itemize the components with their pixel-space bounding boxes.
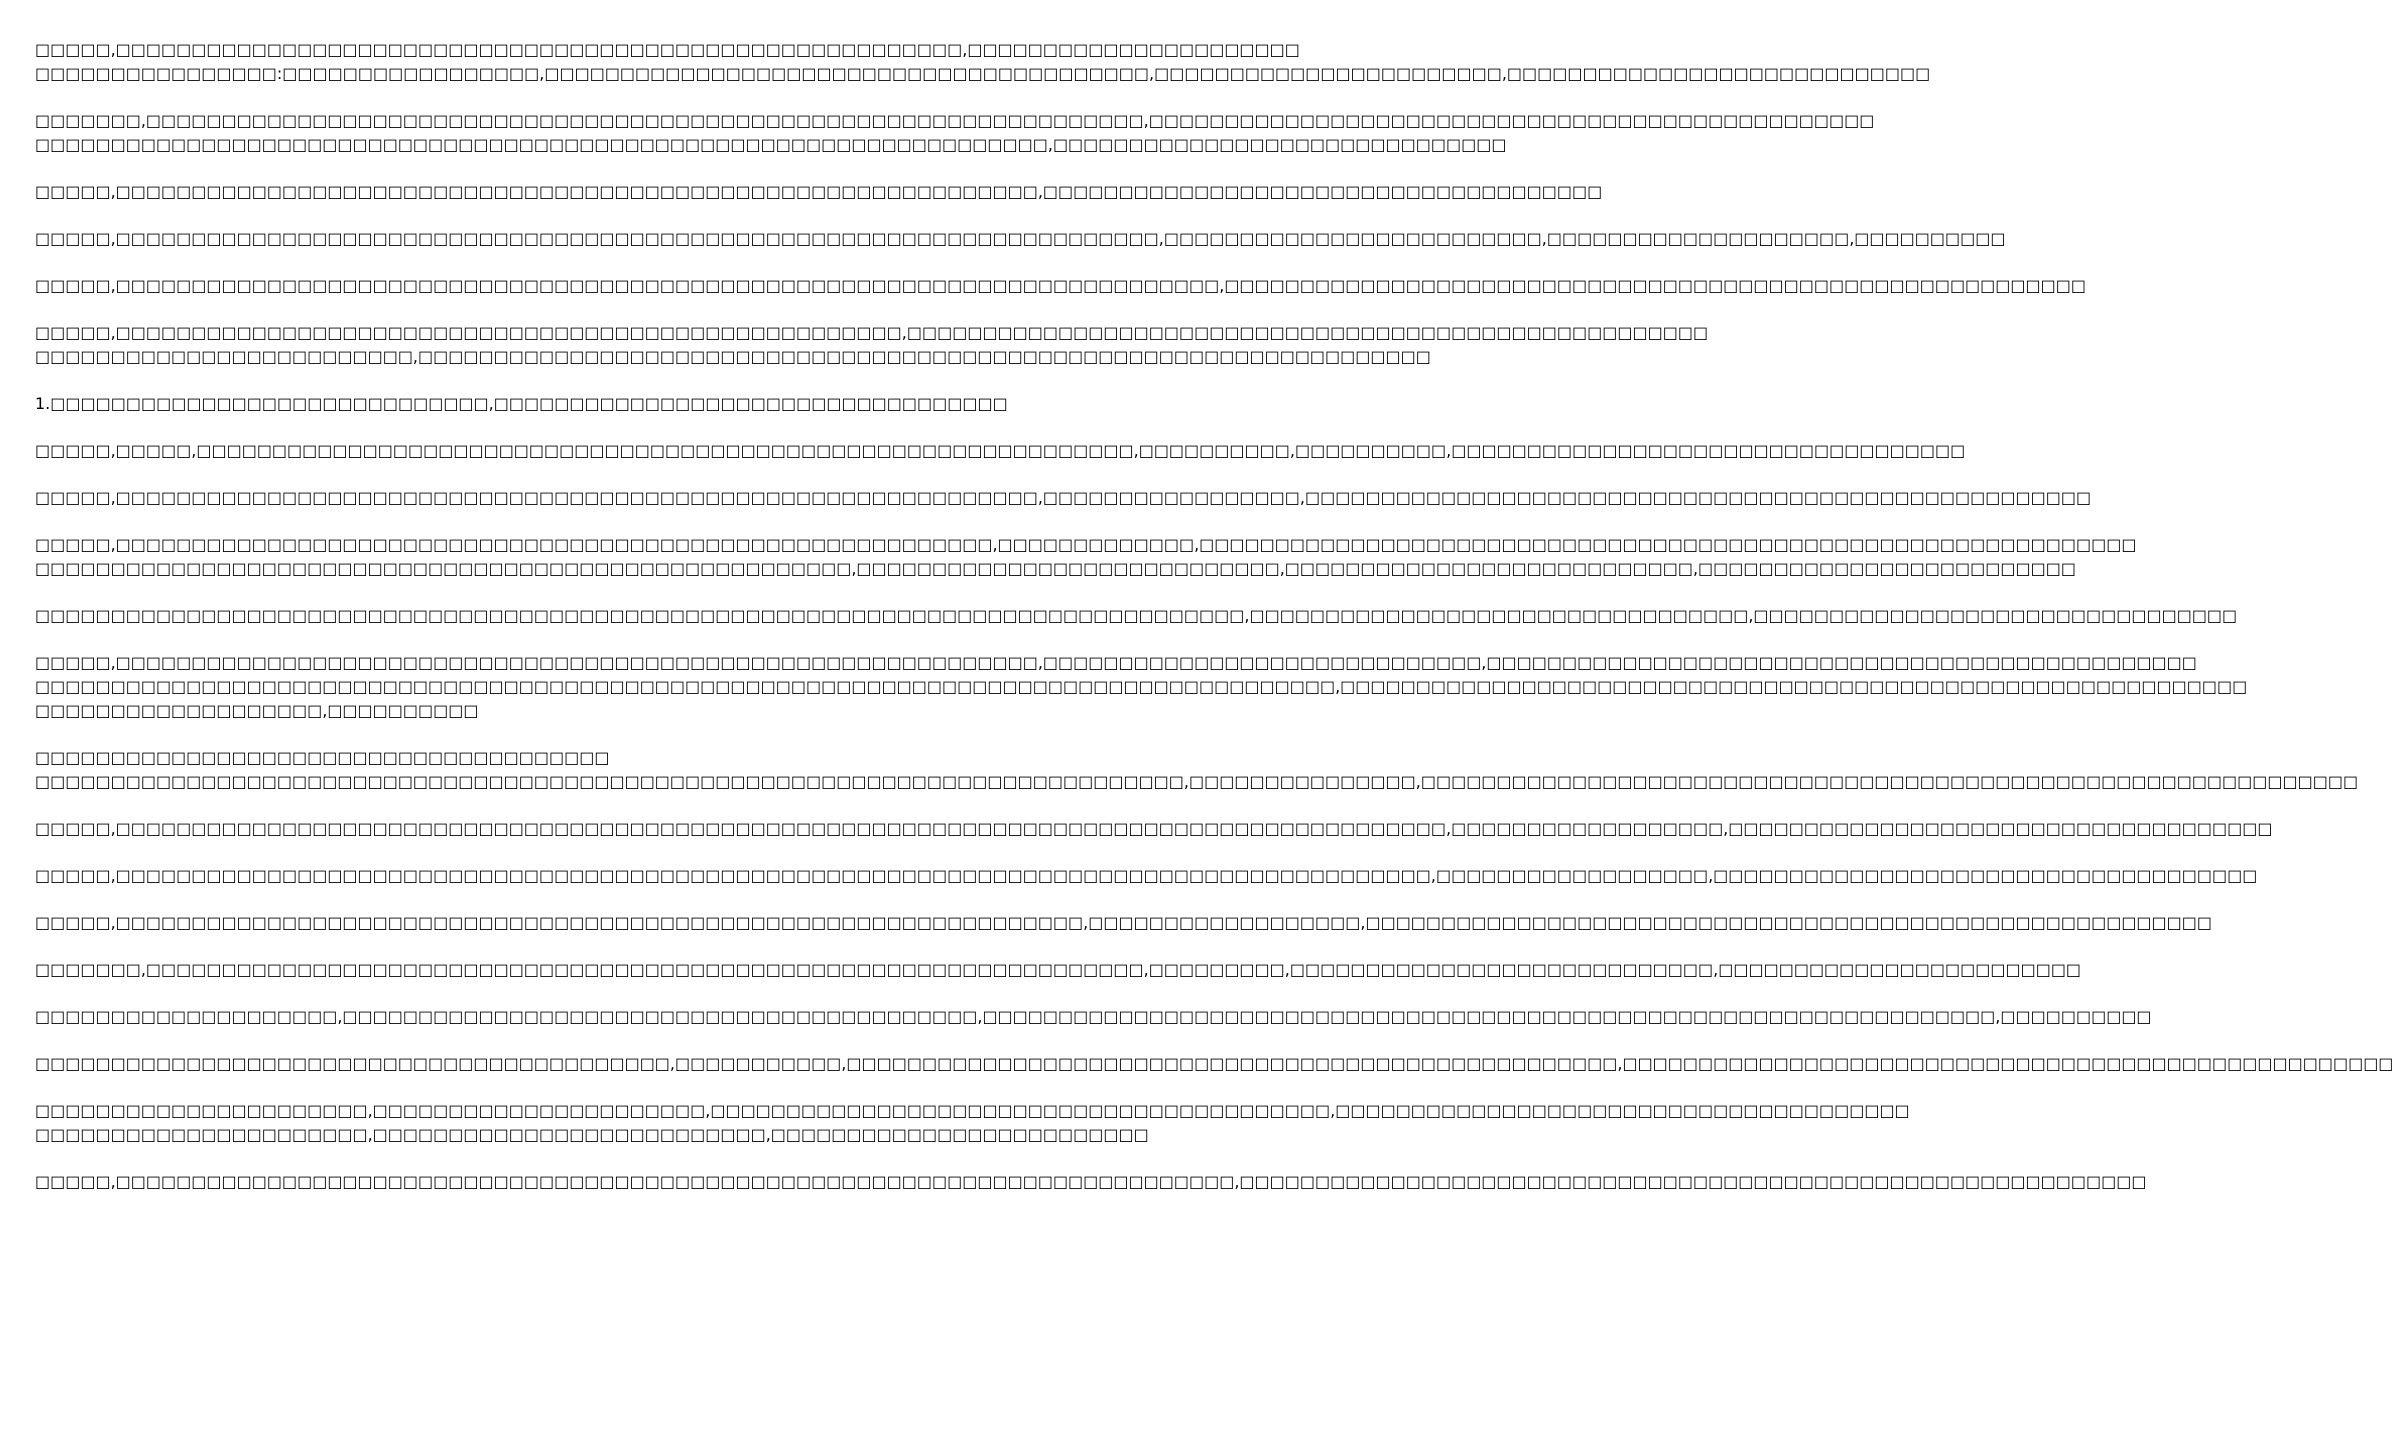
- text-line: □□□□□□□□□□□□□□□□□□□□□□□□□□□□□□□□□□□□□□□□□□□□□□□□□□□□□□□□□□□□□□□□□□□,□□□□□□□□□□□□□□□□□□□□□□□□□□□□□□: [35, 135, 1507, 154]
- text-line: □□□□□,□□□□□□□□□□□□□□□□□□□□□□□□□□□□□□□□□□□□□□□□□□□□□□□□□□□□□□□□□□□□□□□□□□□□□□□□□□□□□□□□□□□□□□□□,□□□□□□□□□□□□□□□□□□,□□□□□□□□□□□□□□□□□□□□□□□□□□□□□□□□□□□□: [35, 819, 2273, 838]
- paragraph-21: [35, 1170, 2147, 1194]
- paragraph-5: [35, 274, 2086, 298]
- paragraph-11: [35, 604, 2238, 628]
- paragraph-3: [35, 180, 1603, 204]
- paragraph-4: [35, 227, 2006, 251]
- paragraph-12: [35, 651, 2248, 723]
- document-body: [35, 38, 2393, 1194]
- text-line: □□□□□□□□□□□□□□□□□□□□□□,□□□□□□□□□□□□□□□□□□□□□□,□□□□□□□□□□□□□□□□□□□□□□□□□□□□□□□□□□□□□□□□□,□□□□□□□□□□□□□□□□□□□□□□□□□□□□□□□□□□□□□□: [35, 1101, 1910, 1120]
- paragraph-10: [35, 533, 2137, 581]
- paragraph-18: [35, 1005, 2152, 1029]
- text-line: □□□□□□□□□□□□□□□□□□□□□□,□□□□□□□□□□□□□□□□□□□□□□□□□□,□□□□□□□□□□□□□□□□□□□□□□□□□: [35, 1125, 1149, 1144]
- text-line: □□□□□□□□□□□□□□□□□□□□□□□□□□□□□□□□□□□□□□□□□□□□□□□□□□□□□□□□□□□□□□□□□□□□□□□□□□□□,□□□□□□□□□□□□□□□,□□□□□□□□□□□□□□□□□□□□□□□□□□□□□□□□□□□□□□□□□□□□□□□□□□□□□□□□□□□□□□: [35, 772, 2359, 791]
- text-line: 1.□□□□□□□□□□□□□□□□□□□□□□□□□□□□□,□□□□□□□□□□□□□□□□□□□□□□□□□□□□□□□□□□: [35, 394, 1008, 413]
- text-line: □□□□□□□,□□□□□□□□□□□□□□□□□□□□□□□□□□□□□□□□□□□□□□□□□□□□□□□□□□□□□□□□□□□□□□□□□□,□□□□□□□□□□□□□□□□□□□□□□□□□□□□□□□□□□□□□□□□□□□□□□□□: [35, 111, 1875, 130]
- text-line: □□□□□□□□□□□□□□□□□□□□□□□□□□□□□□□□□□□□□□□□□□,□□□□□□□□□□□,□□□□□□□□□□□□□□□□□□□□□□□□□□□□□□□□□□□□□□□□□□□□□□□□□□□,□□□□□□□□□□□□□□□□□□□□□□□□□□□□□□□□□□□□□□□□□□□□□□□□□□□: [35, 1054, 2393, 1073]
- text-line: □□□□□□□□□□□□□□□□□□□□□□□□□□□□□□□□□□□□□□□□□□□□□□□□□□□□□□□□□□□□□□□□□□□□□□□□□□□□□□□□□□□□□□,□□□□□□□□□□□□□□□□□□□□□□□□□□□□□□□□□□□□□□□□□□□□□□□□□□□□□□□□□□□□: [35, 677, 2248, 696]
- text-line: □□□□□□□□□□□□□□□□□□□□□□□□□,□□□□□□□□□□□□□□□□□□□□□□□□□□□□□□□□□□□□□□□□□□□□□□□□□□□□□□□□□□□□□□□□□□□: [35, 347, 1431, 366]
- text-line: □□□□□□□□□□□□□□□□□□□,□□□□□□□□□□: [35, 701, 479, 720]
- paragraph-7: [35, 392, 1008, 416]
- paragraph-2: [35, 109, 1875, 157]
- paragraph-20: [35, 1099, 1910, 1147]
- paragraph-9: [35, 486, 2092, 510]
- paragraph-19: [35, 1052, 2393, 1076]
- paragraph-16: [35, 911, 2213, 935]
- text-line: □□□□□,□□□□□,□□□□□□□□□□□□□□□□□□□□□□□□□□□□□□□□□□□□□□□□□□□□□□□□□□□□□□□□□□□□□□,□□□□□□□□□□,□□□□□□□□□□,□□□□□□□□□□□□□□□□□□□□□□□□□□□□□□□□□□: [35, 441, 1966, 460]
- paragraph-15: [35, 864, 2258, 888]
- text-line: □□□□□,□□□□□□□□□□□□□□□□□□□□□□□□□□□□□□□□□□□□□□□□□□□□□□□□□□□□□□□□□□□□□□□□,□□□□□□□□□□□□□□□□□□,□□□□□□□□□□□□□□□□□□□□□□□□□□□□□□□□□□□□□□□□□□□□□□□□□□□□□□□□: [35, 913, 2213, 932]
- text-line: □□□□□,□□□□□□□□□□□□□□□□□□□□□□□□□□□□□□□□□□□□□□□□□□□□□□□□□□□□□□□□□□□□□□□□□□□□□□□□□□,□□□□□□□□□□□□□□□□□□□□□□□□□□□□□□□□□□□□□□□□□□□□□□□□□□□□□□□□□□□□: [35, 1172, 2147, 1191]
- text-line: □□□□□□□□□□□□□□□□□□□□□□□□□□□□□□□□□□□□□□□□□□□□□□□□□□□□□□,□□□□□□□□□□□□□□□□□□□□□□□□□□□□,□□□□□□□□□□□□□□□□□□□□□□□□□□□,□□□□□□□□□□□□□□□□□□□□□□□□□: [35, 559, 2076, 578]
- text-line: □□□□□,□□□□□□□□□□□□□□□□□□□□□□□□□□□□□□□□□□□□□□□□□□□□□□□□□□□□□□□□□□□□□,□□□□□□□□□□□□□□□□□□□□□□□□□□□□□□□□□□□□□: [35, 182, 1603, 201]
- paragraph-1: [35, 38, 1931, 86]
- text-line: □□□□□,□□□□□□□□□□□□□□□□□□□□□□□□□□□□□□□□□□□□□□□□□□□□□□□□□□□□□□□□□□□□□,□□□□□□□□□□□□□□□□□,□□□□□□□□□□□□□□□□□□□□□□□□□□□□□□□□□□□□□□□□□□□□□□□□□□□□: [35, 488, 2092, 507]
- paragraph-13: [35, 746, 2359, 794]
- text-line: □□□□□,□□□□□□□□□□□□□□□□□□□□□□□□□□□□□□□□□□□□□□□□□□□□□□□□□□□□□□□□□□□□□□□□□□□□□□□□□,□□□□□□□□□□□□□□□□□□□□□□□□□□□□□□□□□□□□□□□□□□□□□□□□□□□□□□□□□: [35, 276, 2086, 295]
- paragraph-14: [35, 817, 2273, 841]
- text-line: □□□□□□□□□□□□□□□□:□□□□□□□□□□□□□□□□□,□□□□□□□□□□□□□□□□□□□□□□□□□□□□□□□□□□□□□□□□,□□□□□□□□□□□□□□□□□□□□□□□,□□□□□□□□□□□□□□□□□□□□□□□□□□□□: [35, 64, 1931, 83]
- paragraph-8: [35, 439, 1966, 463]
- text-line: □□□□□□□□□□□□□□□□□□□□□□□□□□□□□□□□□□□□□□: [35, 748, 610, 767]
- text-line: □□□□□,□□□□□□□□□□□□□□□□□□□□□□□□□□□□□□□□□□□□□□□□□□□□□□□□□□□□□□□□□□□□□,□□□□□□□□□□□□□□□□□□□□□□□□□□□□□,□□□□□□□□□□□□□□□□□□□□□□□□□□□□□□□□□□□□□□□□□□□□□□□: [35, 653, 2197, 672]
- text-line: □□□□□□□□□□□□□□□□□□□□,□□□□□□□□□□□□□□□□□□□□□□□□□□□□□□□□□□□□□□□□□□,□□□□□□□□□□□□□□□□□□□□□□□□□□□□□□□□□□□□□□□□□□□□□□□□□□□□□□□□□□□□□□□□□□□,□□□□□□□□□□: [35, 1007, 2152, 1026]
- text-line: □□□□□□□□□□□□□□□□□□□□□□□□□□□□□□□□□□□□□□□□□□□□□□□□□□□□□□□□□□□□□□□□□□□□□□□□□□□□□□□□,□□□□□□□□□□□□□□□□□□□□□□□□□□□□□□□□□,□□□□□□□□□□□□□□□□□□□□□□□□□□□□□□□□: [35, 606, 2238, 625]
- text-line: □□□□□,□□□□□□□□□□□□□□□□□□□□□□□□□□□□□□□□□□□□□□□□□□□□□□□□□□□□□□□□□□□□□□□□□□□□□,□□□□□□□□□□□□□□□□□□□□□□□□□,□□□□□□□□□□□□□□□□□□□□,□□□□□□□□□□: [35, 229, 2006, 248]
- text-line: □□□□□,□□□□□□□□□□□□□□□□□□□□□□□□□□□□□□□□□□□□□□□□□□□□□□□□□□□□□□□□,□□□□□□□□□□□□□□□□□□□□□□: [35, 40, 1300, 59]
- text-line: □□□□□,□□□□□□□□□□□□□□□□□□□□□□□□□□□□□□□□□□□□□□□□□□□□□□□□□□□□□□□□□□,□□□□□□□□□□□□□,□□□□□□□□□□□□□□□□□□□□□□□□□□□□□□□□□□□□□□□□□□□□□□□□□□□□□□□□□□□□□□: [35, 535, 2137, 554]
- text-line: □□□□□,□□□□□□□□□□□□□□□□□□□□□□□□□□□□□□□□□□□□□□□□□□□□□□□□□□□□,□□□□□□□□□□□□□□□□□□□□□□□□□□□□□□□□□□□□□□□□□□□□□□□□□□□□□: [35, 323, 1709, 342]
- text-line: □□□□□,□□□□□□□□□□□□□□□□□□□□□□□□□□□□□□□□□□□□□□□□□□□□□□□□□□□□□□□□□□□□□□□□□□□□□□□□□□□□□□□□□□□□□□□,□□□□□□□□□□□□□□□□□□,□□□□□□□□□□□□□□□□□□□□□□□□□□□□□□□□□□□□: [35, 866, 2258, 885]
- text-line: □□□□□□□,□□□□□□□□□□□□□□□□□□□□□□□□□□□□□□□□□□□□□□□□□□□□□□□□□□□□□□□□□□□□□□□□□□,□□□□□□□□□,□□□□□□□□□□□□□□□□□□□□□□□□□□□□,□□□□□□□□□□□□□□□□□□□□□□□□: [35, 960, 2082, 979]
- paragraph-17: [35, 958, 2082, 982]
- paragraph-6: [35, 321, 1709, 369]
